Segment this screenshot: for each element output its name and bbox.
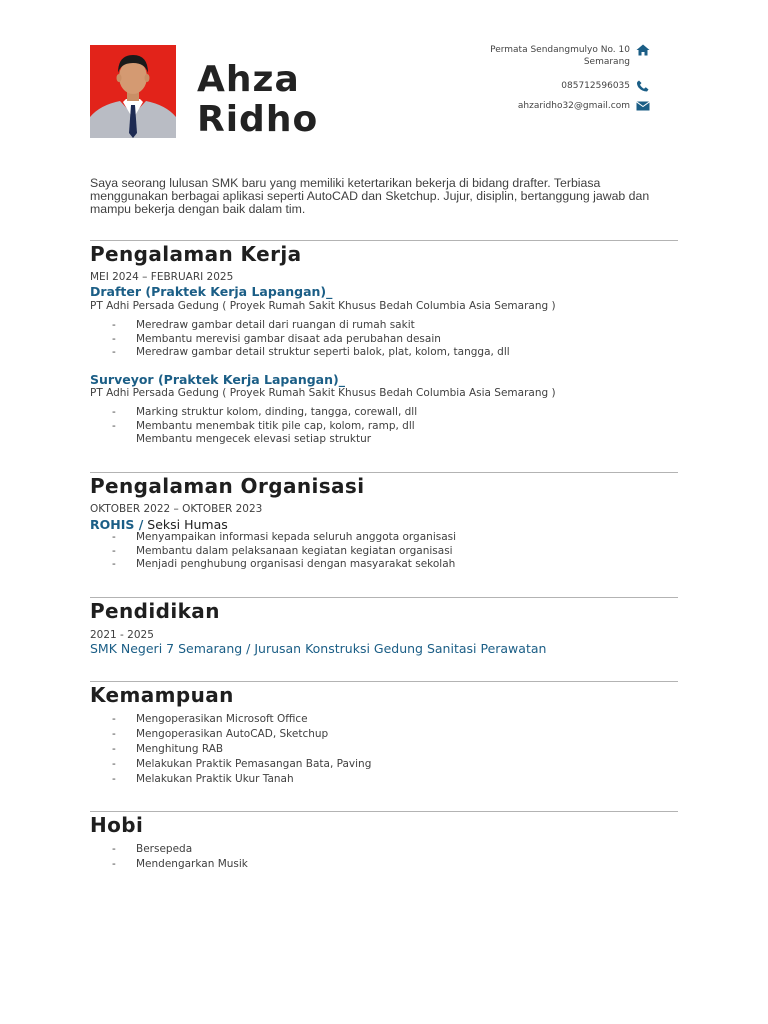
job-task-list bbox=[110, 319, 510, 360]
section-divider bbox=[90, 811, 678, 812]
job-task-list bbox=[110, 406, 417, 447]
phone: 085712596035 bbox=[561, 81, 630, 91]
education-years: 2021 - 2025 bbox=[90, 629, 154, 641]
education-school: SMK Negeri 7 Semarang / Jurusan Konstruksi Gedung Sanitasi Perawatan bbox=[90, 641, 547, 656]
list-item: - Bersepeda bbox=[112, 843, 193, 855]
profile-summary: Saya seorang lulusan SMK baru yang memiliki ketertarikan bekerja di bidang drafter. Terbiasa menggunakan berbagai aplikasi seperti AutoCAD dan Sketchup. Jujur, disiplin, bertanggung jawab dan mampu bekerja dengan baik dalam tim. bbox=[90, 176, 650, 216]
list-item: - Menghitung RAB bbox=[112, 743, 224, 755]
list-item: - Melakukan Praktik Ukur Tanah bbox=[112, 773, 294, 785]
home-icon bbox=[636, 44, 650, 56]
list-item: - Menjadi penghubung organisasi dengan masyarakat sekolah bbox=[112, 558, 456, 571]
address-row bbox=[490, 44, 650, 68]
phone-icon bbox=[636, 80, 650, 92]
list-item: - Melakukan Praktik Pemasangan Bata, Paving bbox=[112, 758, 372, 770]
phone-row bbox=[561, 80, 650, 92]
organization-date: OKTOBER 2022 – OKTOBER 2023 bbox=[90, 503, 263, 515]
section-divider bbox=[90, 597, 678, 598]
work-date: MEI 2024 – FEBRUARI 2025 bbox=[90, 271, 234, 283]
list-item: - Mengoperasikan AutoCAD, Sketchup bbox=[112, 728, 329, 740]
list-item: - Meredraw gambar detail dari ruangan di rumah sakit bbox=[112, 319, 415, 331]
organization-name: ROHIS / bbox=[90, 517, 144, 532]
envelope-icon bbox=[636, 100, 650, 112]
job-company: PT Adhi Persada Gedung ( Proyek Rumah Sakit Khusus Bedah Columbia Asia Semarang ) bbox=[90, 300, 556, 312]
address-line2: Semarang bbox=[583, 57, 630, 67]
list-item: - Mengoperasikan Microsoft Office bbox=[112, 713, 308, 725]
organization-role bbox=[90, 517, 228, 532]
email-row bbox=[518, 100, 650, 112]
section-title-work: Pengalaman Kerja bbox=[90, 242, 302, 266]
list-item: - Membantu menembak titik pile cap, kolom, ramp, dll bbox=[112, 419, 415, 432]
section-title-education: Pendidikan bbox=[90, 599, 220, 623]
section-divider bbox=[90, 240, 678, 241]
job-company: PT Adhi Persada Gedung ( Proyek Rumah Sakit Khusus Bedah Columbia Asia Semarang ) bbox=[90, 387, 556, 399]
address-line1: Permata Sendangmulyo No. 10 bbox=[490, 45, 630, 55]
list-item: - Meredraw gambar detail struktur seperti balok, plat, kolom, tangga, dll bbox=[112, 346, 510, 359]
name-first: Ahza bbox=[197, 59, 300, 100]
address bbox=[490, 44, 630, 68]
profile-photo bbox=[90, 45, 176, 138]
skills-list bbox=[110, 712, 371, 787]
candidate-name bbox=[197, 60, 318, 140]
section-divider bbox=[90, 681, 678, 682]
list-item: Membantu mengecek elevasi setiap struktur bbox=[136, 433, 372, 446]
hobbies-list bbox=[110, 842, 248, 872]
section-divider bbox=[90, 472, 678, 473]
job-role: Surveyor (Praktek Kerja Lapangan)_ bbox=[90, 372, 345, 387]
section-title-skills: Kemampuan bbox=[90, 683, 234, 707]
list-item: - Mendengarkan Musik bbox=[112, 858, 248, 870]
section-title-hobbies: Hobi bbox=[90, 813, 144, 837]
email: ahzaridho32@gmail.com bbox=[517, 101, 630, 111]
list-item: - Membantu dalam pelaksanaan kegiatan kegiatan organisasi bbox=[112, 544, 453, 557]
organization-position: Seksi Humas bbox=[143, 517, 228, 532]
job-role: Drafter (Praktek Kerja Lapangan)_ bbox=[90, 284, 333, 299]
list-item: - Menyampaikan informasi kepada seluruh anggota organisasi bbox=[112, 531, 457, 543]
list-item: - Membantu merevisi gambar disaat ada perubahan desain bbox=[112, 332, 441, 345]
section-title-organization: Pengalaman Organisasi bbox=[90, 474, 365, 498]
organization-task-list bbox=[110, 531, 456, 572]
name-last: Ridho bbox=[197, 99, 319, 140]
list-item: - Marking struktur kolom, dinding, tangga, corewall, dll bbox=[112, 406, 418, 418]
